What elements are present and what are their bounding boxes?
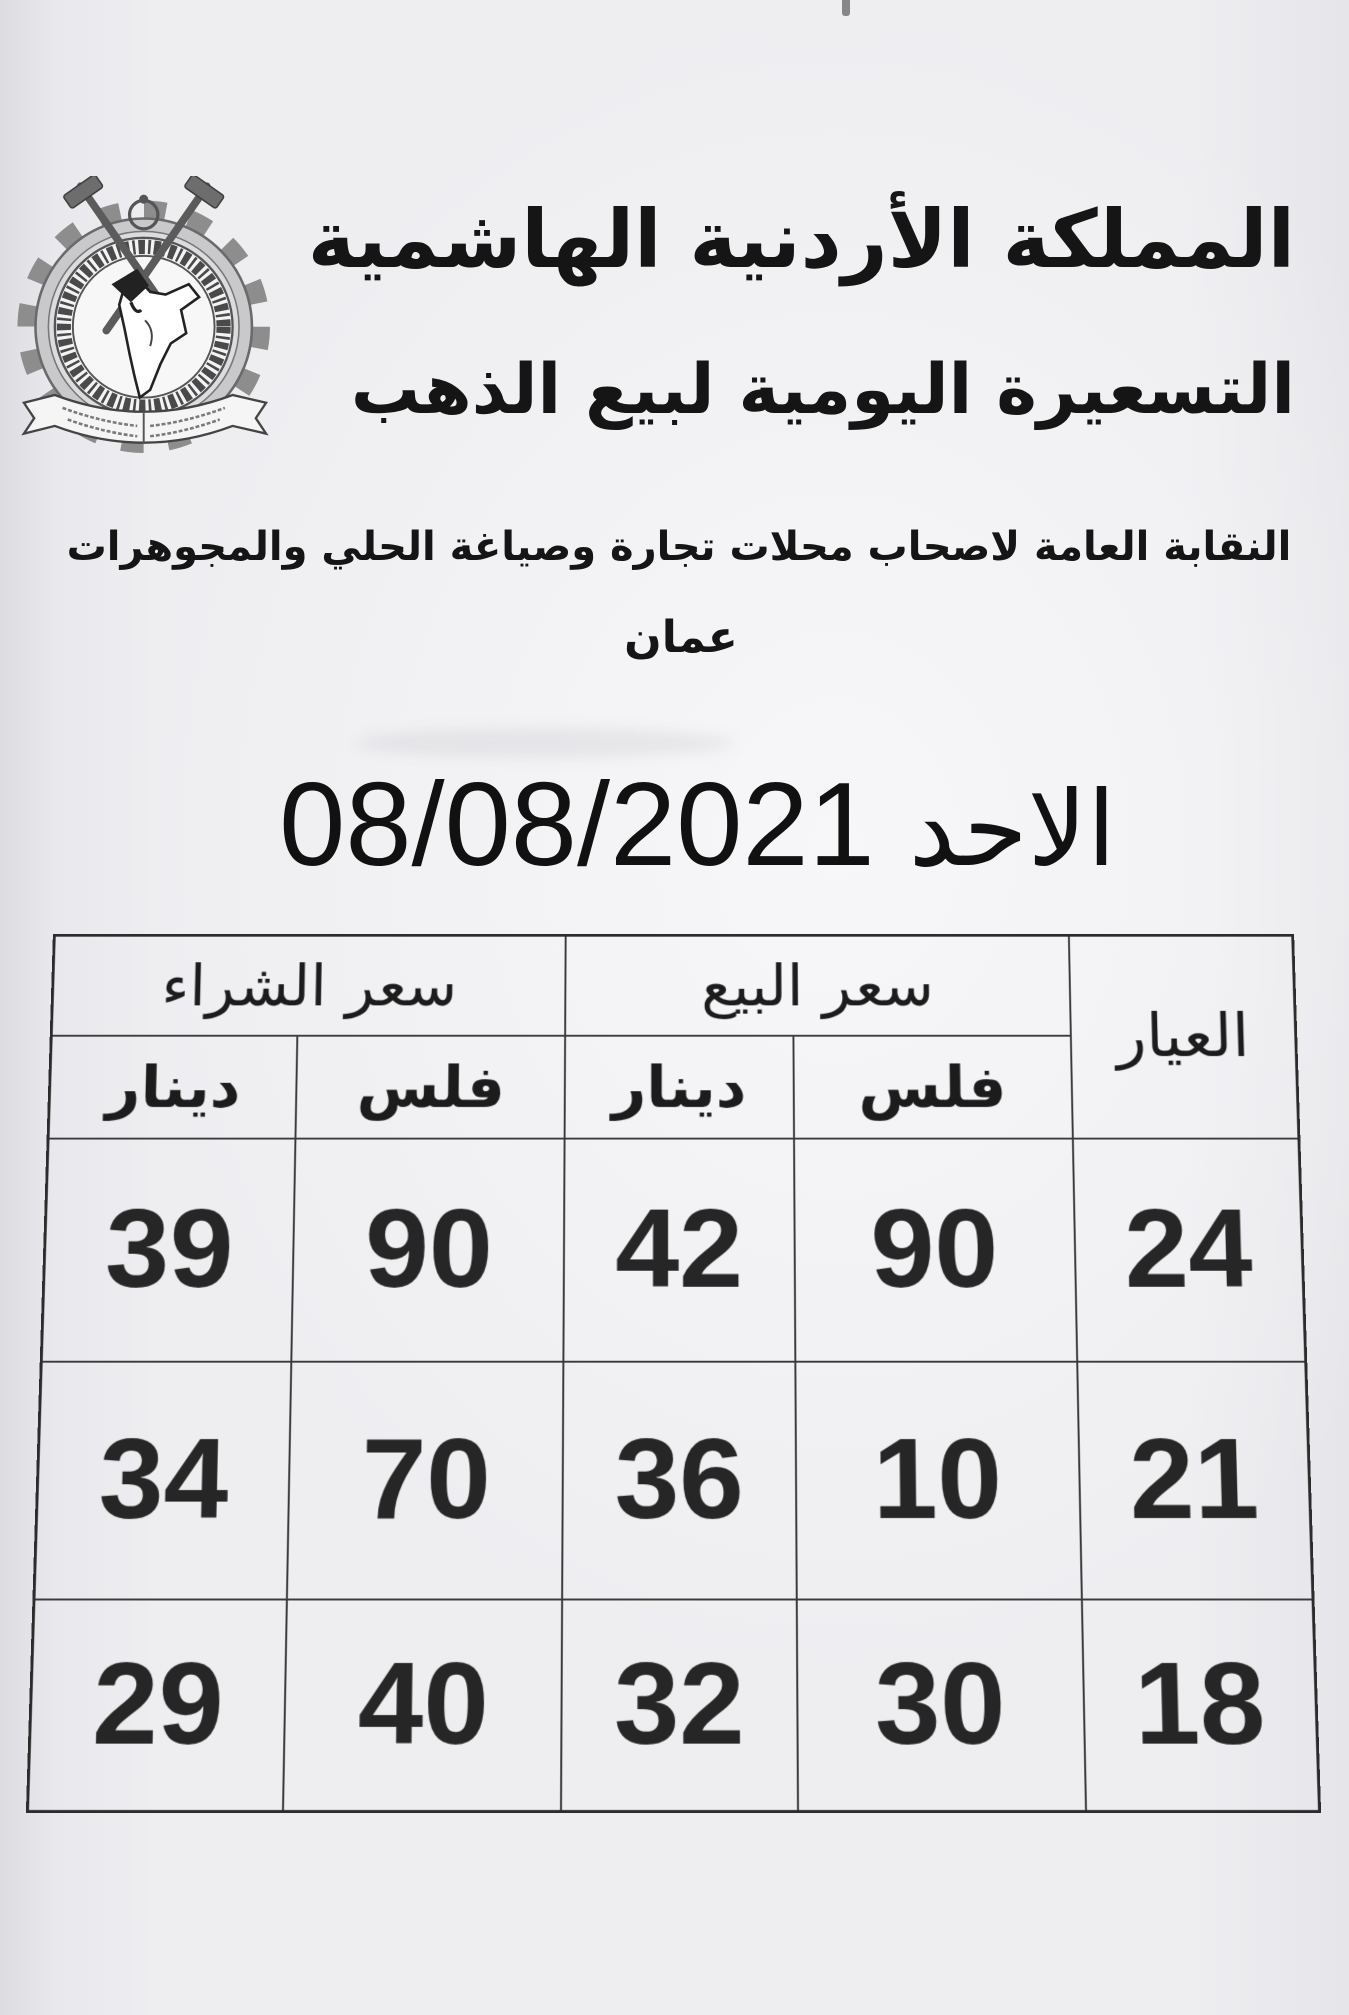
paper-smudge [355,728,735,758]
city-name: عمان [624,612,738,663]
page-title: المملكة الأردنية الهاشمية [307,193,1295,286]
buy-fils-header: فلس [296,1035,565,1138]
karat-cell: 18 [1082,1599,1320,1811]
date-day: الاحد [908,768,1116,890]
karat-cell: 21 [1077,1361,1313,1599]
karat-cell: 24 [1073,1138,1306,1361]
union-emblem-icon [16,176,274,462]
date-value: 08/08/2021 [279,758,875,891]
sell-dinar-cell: 36 [562,1361,796,1599]
buy-fils-cell: 90 [292,1138,565,1361]
karat-header: العيار [1069,935,1299,1138]
buy-fils-cell: 40 [283,1599,562,1811]
price-table [26,934,1321,1813]
sell-price-header: سعر البيع [565,935,1070,1035]
buy-dinar-cell: 29 [27,1599,287,1811]
sell-dinar-header: دينار [565,1035,794,1138]
sell-dinar-cell: 32 [561,1599,797,1811]
price-row [34,1361,1313,1599]
date-line [230,760,1165,890]
buy-dinar-cell: 34 [34,1361,292,1599]
sell-fils-header: فلس [793,1035,1073,1138]
buy-dinar-cell: 39 [41,1138,296,1361]
union-emblem [16,176,274,462]
sell-fils-cell: 30 [796,1599,1085,1811]
buy-dinar-header: دينار [48,1035,298,1138]
buy-fils-cell: 70 [287,1361,563,1599]
price-row [41,1138,1305,1361]
paper-edge-mark [842,0,850,16]
sell-dinar-cell: 42 [564,1138,795,1361]
sell-fils-cell: 10 [795,1361,1082,1599]
sell-fils-cell: 90 [794,1138,1077,1361]
price-row [27,1599,1319,1811]
page-subtitle: التسعيرة اليومية لبيع الذهب [350,350,1295,430]
organization-name: النقابة العامة لاصحاب محلات تجارة وصياغة الحلي والمجوهرات [66,524,1292,570]
buy-price-header: سعر الشراء [51,935,566,1035]
table-header-row [51,935,1295,1035]
price-table-container [26,934,1321,1810]
